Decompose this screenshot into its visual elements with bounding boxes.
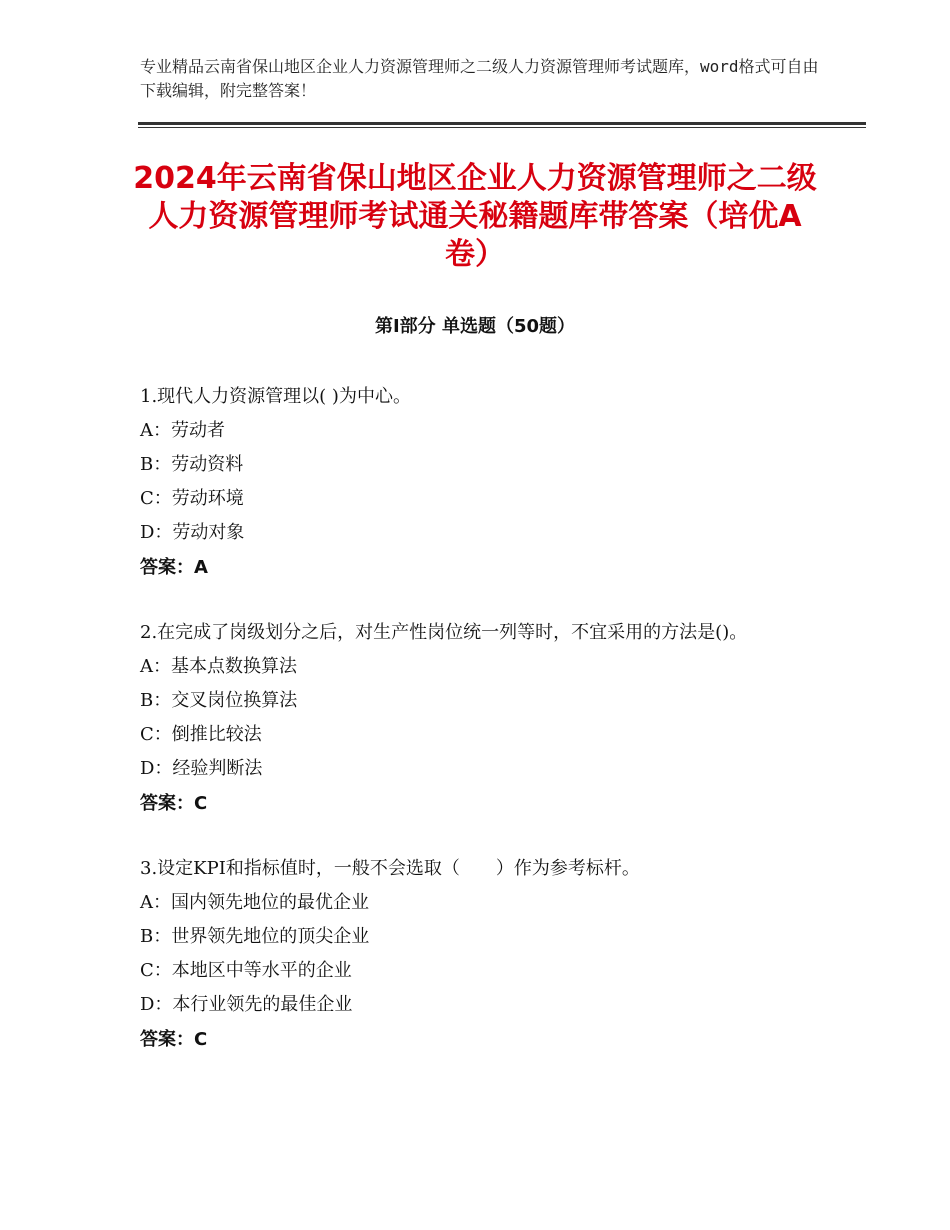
option-c: C：劳动环境 (140, 488, 244, 509)
question-stem: 3.设定KPI和指标值时，一般不会选取（ ）作为参考标杆。 (140, 858, 640, 879)
header-divider-thick (138, 122, 866, 125)
option-c: C：倒推比较法 (140, 724, 262, 745)
option-c: C：本地区中等水平的企业 (140, 960, 352, 981)
header-divider-thin (138, 127, 866, 128)
answer: 答案：C (140, 1029, 208, 1050)
option-a: A：劳动者 (140, 420, 225, 441)
option-a: A：基本点数换算法 (140, 656, 297, 677)
header-note: 专业精品云南省保山地区企业人力资源管理师之二级人力资源管理师考试题库，word格式可自由下载编辑，附完整答案！ (140, 57, 819, 100)
answer: 答案：C (140, 793, 208, 814)
option-a: A：国内领先地位的最优企业 (140, 892, 369, 913)
question-3 (140, 852, 810, 1058)
question-stem: 1.现代人力资源管理以( )为中心。 (140, 386, 411, 407)
section-title: 第Ⅰ部分 单选题（50题） (374, 316, 575, 337)
question-list (140, 380, 810, 1088)
option-d: D：经验判断法 (140, 758, 263, 779)
option-d: D：本行业领先的最佳企业 (140, 994, 353, 1015)
option-b: B：交叉岗位换算法 (140, 690, 298, 711)
question-1 (140, 380, 810, 586)
option-d: D：劳动对象 (140, 522, 245, 543)
option-b: B：世界领先地位的顶尖企业 (140, 926, 370, 947)
question-stem: 2.在完成了岗级划分之后，对生产性岗位统一列等时，不宜采用的方法是()。 (140, 622, 748, 643)
option-b: B：劳动资料 (140, 454, 244, 475)
question-2 (140, 616, 810, 822)
answer: 答案：A (140, 557, 208, 578)
document-title: 2024年云南省保山地区企业人力资源管理师之二级人力资源管理师考试通关秘籍题库带答案（培优A卷） (133, 161, 817, 272)
